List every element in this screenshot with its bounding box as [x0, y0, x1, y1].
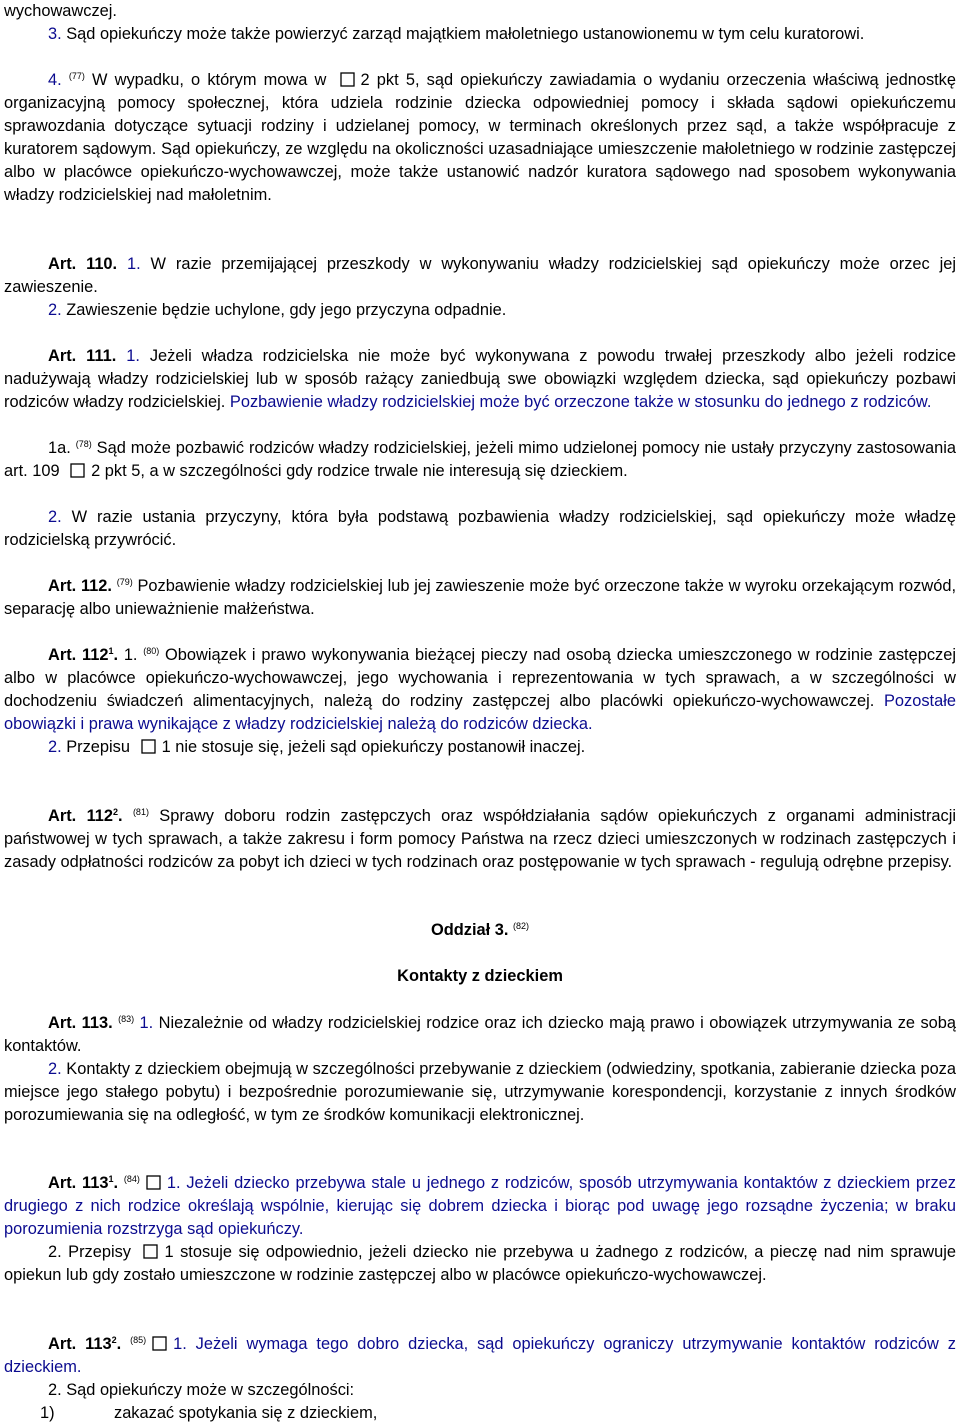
paragraph-text: W razie przemijającej przeszkody w wykonywaniu władzy rodzicielskiej sąd opiekuńczy może orzec jej zawieszenie.	[4, 255, 956, 296]
paragraph-text: stosuje się odpowiednio, jeżeli dziecko nie przebywa u żadnego z rodziców, a pieczę nad nim sprawuje opiekun lub gdy zostało umieszczone w rodzinie zastępczej albo w placówce opiekuńczo-wychowawczej.	[4, 1243, 956, 1284]
paragraph-reference: 1	[164, 1243, 174, 1261]
section-title: Oddział 3. $^{(82)}$	[431, 921, 529, 939]
section-sign-icon	[143, 1244, 158, 1259]
footnote-ref: (77)	[68, 71, 85, 81]
section-sign-icon	[152, 1336, 167, 1351]
article-110	[4, 253, 956, 322]
paragraph-number: 1.	[173, 1335, 187, 1353]
article-113-1	[4, 1172, 956, 1287]
paragraph-text: Pozbawienie władzy rodzicielskiej lub jej zawieszenie może być orzeczone także w wyroku orzekającym rozwód, separację albo unieważnienie małżeństwa.	[4, 577, 956, 618]
paragraph-number: 3.	[48, 25, 62, 43]
paragraph-text: Jeżeli dziecko przebywa stale u jednego z rodziców, sposób utrzymywania kontaktów z dzieckiem przez drugiego z nich rodzice określają wspólnie, kierując się dobrem dziecka i biorąc pod uwagę jego rozsądne życzenia; w braku porozumienia rozstrzyga sąd opiekuńczy.	[4, 1174, 956, 1238]
paragraph-number: 1.	[127, 255, 141, 273]
footnote-ref: (84)	[123, 1174, 140, 1184]
paragraph-number: 1a.	[48, 439, 71, 457]
section-sign-icon	[146, 1175, 161, 1190]
paragraph-4	[4, 69, 956, 207]
article-111-1a	[4, 437, 956, 483]
paragraph-number: 2.	[48, 738, 62, 756]
paragraph-text: Zawieszenie będzie uchylone, gdy jego przyczyna odpadnie.	[61, 301, 507, 319]
paragraph-reference: 2 pkt 5,	[91, 462, 145, 480]
paragraph-text: Sprawy doboru rodzin zastępczych oraz współdziałania sądów opiekuńczych z organami administracji państwowej w tych sprawach, a także zakresu i form pomocy Państwa na rzecz dzieci umieszczonych w rodzinach zastępczych i zasady odpłatności rodziców za pobyt ich dzieci w tych rodzinach oraz postępowanie w tych sprawach - regulują odrębne przepisy.	[4, 807, 956, 871]
paragraph-text: Sąd opiekuńczy może także powierzyć zarząd majątkiem małoletniego ustanowionemu w tym celu kuratorowi.	[61, 25, 865, 43]
text: wychowawczej.	[4, 2, 117, 20]
paragraph-number: 1.	[166, 1174, 181, 1192]
paragraph-number: 2.	[48, 1381, 62, 1399]
footnote-ref: (85)	[130, 1335, 147, 1345]
list-item	[4, 1402, 944, 1425]
paragraph-text: Niezależnie od władzy rodzicielskiej rodzice oraz ich dziecko mają prawo i obowiązek utrzymywania ze sobą kontaktów.	[4, 1014, 956, 1055]
article-label: Art. 113.	[48, 1014, 113, 1032]
paragraph-text: Przepisu	[61, 738, 135, 756]
paragraph-number: 1.	[126, 347, 140, 365]
paragraph-reference: 2 pkt 5,	[360, 71, 420, 89]
paragraph-text: Jeżeli władza rodzicielska nie może być wykonywana z powodu trwałej przeszkody albo jeżeli rodzice nadużywają władzy rodzicielskiej lub w sposób rażący zaniedbują swe obowiązki względem dziecka, sąd opiekuńczy pozbawi rodziców władzy rodzicielskiej.	[4, 347, 956, 411]
paragraph-text: Kontakty z dzieckiem obejmują w szczególności przebywanie z dzieckiem (odwiedziny, spotkania, zabieranie dziecka poza miejsce jego stałego pobytu) i bezpośrednie porozumiewanie się, utrzymywanie korespondencji, korzystanie z innych środków porozumiewania się na odległość, w tym ze środków komunikacji elektronicznej.	[4, 1060, 956, 1124]
paragraph-number: 1.	[123, 646, 138, 664]
article-label: Art. 111.	[48, 347, 117, 365]
paragraph-number: 2.	[48, 508, 62, 526]
paragraph-number: 2.	[48, 301, 62, 319]
article-111	[4, 345, 956, 414]
paragraph-text: Pozostałe obowiązki i prawa wynikające z władzy rodzicielskiej należą do rodziców dziecka.	[4, 692, 956, 733]
article-112	[4, 575, 956, 621]
paragraph-text: sąd opiekuńczy zawiadamia o wydaniu orzeczenia właściwą jednostkę organizacyjną pomocy społecznej, która udziela rodzinie dziecka odpowiedniej pomocy i składa sądowi opiekuńczemu sprawozdania dotyczące sytuacji rodziny i udzielanej pomocy, w terminach określonych przez sąd, a także współpracuje z kuratorem sądowym. Sąd opiekuńczy, ze względu na okoliczności uzasadniające umieszczenie małoletniego w rodzinie zastępczej albo w placówce opiekuńczo-wychowawczej, może także ustanowić nadzór kuratora sądowego nad sposobem wykonywania władzy rodzicielskiej nad małoletnim.	[4, 71, 956, 204]
footnote-ref: (79)	[116, 577, 133, 587]
article-label: Art. 110.	[48, 255, 118, 273]
paragraph-number: 4.	[48, 71, 62, 89]
paragraph-text: Obowiązek i prawo wykonywania bieżącej pieczy nad osobą dziecka umieszczonego w rodzinie zastępczej albo w placówce opiekuńczo-wychowawczej, jego wychowania i reprezentowania w tych sprawach, a w szczególności w dochodzeniu świadczeń alimentacyjnych, należą do rodziny zastępczej albo placówki opiekuńczo-wychowawczej.	[4, 646, 956, 710]
article-label: Art. 113$^1$.	[48, 1174, 119, 1192]
article-112-1	[4, 644, 956, 759]
section-sign-icon	[70, 463, 85, 478]
list-item-number: 1)	[40, 1404, 55, 1422]
paragraph-text: Sąd opiekuńczy może w szczególności:	[61, 1381, 355, 1399]
article-111-2	[4, 506, 956, 552]
section-sign-icon	[141, 739, 156, 754]
footnote-ref: (80)	[143, 646, 160, 656]
footnote-ref: (82)	[512, 921, 529, 931]
section-subtitle: Kontakty z dzieckiem	[397, 967, 563, 985]
section-sign-icon	[340, 72, 355, 87]
paragraph-text: a w szczególności gdy rodzice trwale nie interesują się dzieckiem.	[144, 462, 628, 480]
footnote-ref: (81)	[132, 807, 149, 817]
paragraph-text: W wypadku, o którym mowa w	[84, 71, 334, 89]
article-113	[4, 1012, 956, 1127]
article-112-2	[4, 805, 956, 874]
footnote-ref: (83)	[118, 1014, 135, 1024]
paragraph-text: Pozbawienie władzy rodzicielskiej może być orzeczone także w stosunku do jednego z rodziców.	[225, 393, 932, 411]
article-113-2	[4, 1333, 956, 1402]
article-label: Art. 112.	[48, 577, 112, 595]
paragraph-reference: 1	[161, 738, 171, 756]
article-label: Art. 113$^2$.	[48, 1335, 122, 1353]
article-label: Art. 112$^2$.	[48, 807, 123, 825]
paragraph-number: 2.	[48, 1243, 62, 1261]
paragraph-number: 2.	[48, 1060, 62, 1078]
paragraph-text: Jeżeli wymaga tego dobro dziecka, sąd opiekuńczy ograniczy utrzymywanie kontaktów rodziców z dzieckiem.	[4, 1335, 956, 1376]
paragraph-text: Przepisy	[61, 1243, 138, 1261]
paragraph-number: 1.	[139, 1014, 154, 1032]
footnote-ref: (78)	[75, 439, 92, 449]
list-item-text: zakazać spotykania się z dzieckiem,	[114, 1404, 378, 1422]
paragraph-3	[4, 0, 956, 46]
paragraph-text: W razie ustania przyczyny, która była podstawą pozbawienia władzy rodzicielskiej, sąd opiekuńczy może władzę rodzicielską przywrócić.	[4, 508, 956, 549]
paragraph-text: nie stosuje się, jeżeli sąd opiekuńczy postanowił inaczej.	[170, 738, 586, 756]
paragraph-text: Sąd może pozbawić rodziców władzy rodzicielskiej, jeżeli mimo udzielonej pomocy nie ustały przyczyny zastosowania art. 109	[4, 439, 956, 480]
article-label: Art. 112$^1$.	[48, 646, 119, 664]
